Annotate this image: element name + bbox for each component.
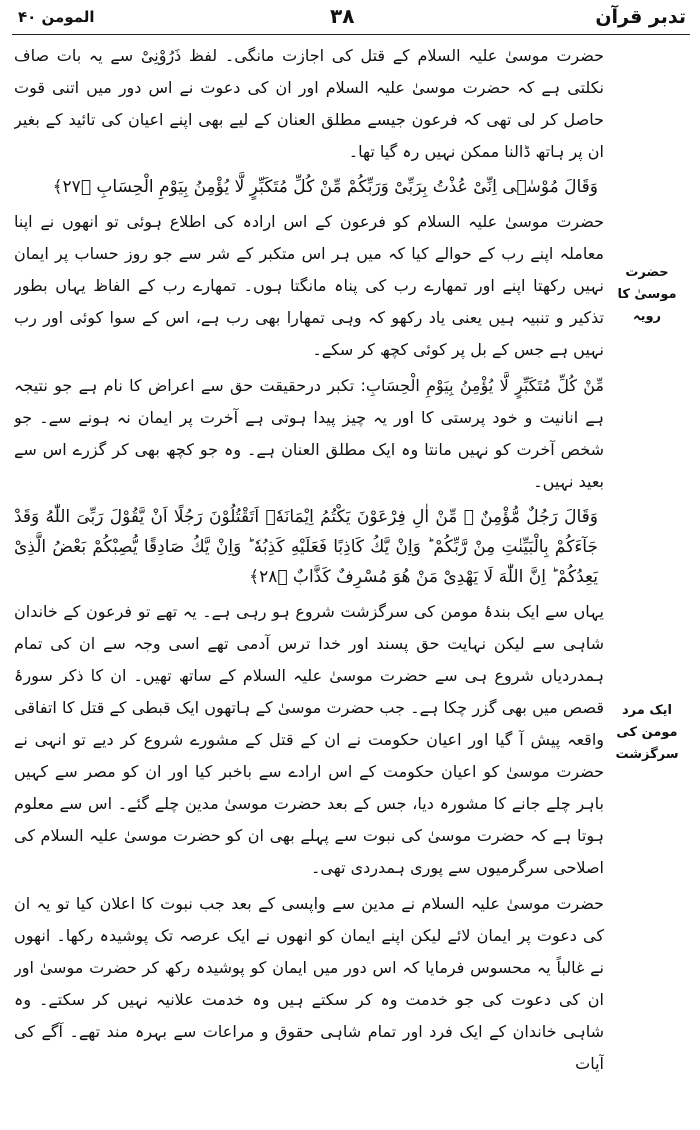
- page-number: ۳۸: [330, 4, 355, 28]
- margin-note-believer-story: ایک مرد مومن کی سرگزشت: [615, 703, 679, 762]
- commentary-paragraph: مِّنْ كُلِّ مُتَكَبِّرٍ لَّا یُؤْمِنُ بِیَوْمِ الْحِسَابِ: تکبر درحقیقت حق سے اعراض کا نام ہے جو نتیجہ ہے انانیت و خود پرستی کا اور یہ چیز پیدا ہوتی ہے آخرت پر ایمان نہ ہونے سے۔ جو شخص آخرت کو نہیں مانتا وہ ایک مطلق العنان ہے۔ وہ جو کچھ بھی کر گزرے اس سے بعید نہیں۔: [14, 376, 604, 491]
- commentary-paragraph: حضرت موسیٰ علیہ السلام نے مدین سے واپسی کے بعد جب نبوت کا اعلان کیا تو یہ ان کی دعوت پر ایمان لائے لیکن اپنے ایمان کو انھوں نے ایک عرصہ تک پوشیدہ رکھا۔ انھوں نے غالباً یہ محسوس فرمایا کہ اس دور میں ایمان کو پوشیدہ رکھ کر حضرت موسیٰ اور ان کی دعوت کی جو خدمت وہ کر سکتے ہیں وہ خدمت علانیہ نہیں کر سکتے۔ وہ شاہی خاندان کے ایک فرد اور تمام شاہی حقوق و مراعات سے بہرہ مند تھے۔ آگے کی آیات: [14, 894, 604, 1073]
- page-body: [14, 40, 604, 1128]
- header-rule: [12, 34, 690, 35]
- commentary-paragraph: حضرت موسیٰ علیہ السلام کو فرعون کے اس ارادہ کی اطلاع ہوئی تو انھوں نے اپنا معاملہ اپنے رب کے حوالے کیا کہ میں ہر اس متکبر کے شر سے جو روز حساب پر ایمان نہیں رکھتا اپنے اور تمھارے رب کی پناہ مانگتا ہوں۔ تمھارے رب کے الفاظ یہاں بطور تذکیر و تنبیہ ہیں یعنی یاد رکھو کہ وہی تمھارا بھی رب ہے، اس کے سوا کوئی اور رب نہیں ہے جس کے بل پر کوئی کچھ کر سکے۔: [14, 212, 604, 359]
- margin-note-moses-attitude: حضرت موسیٰ کا رویہ: [617, 265, 677, 324]
- book-title: تدبر قرآن: [595, 6, 686, 28]
- surah-reference: المومن ۴۰: [18, 8, 95, 26]
- quran-verse-28: وَقَالَ رَجُلٌ مُّؤْمِنٌ ۖ مِّنْ اٰلِ فِرْعَوْنَ یَكْتُمُ اِیْمَانَهٗۤ اَتَقْتُلُوْنَ رَجُلًا اَنْ یَّقُوْلَ رَبِّیَ اللّٰهُ وَقَدْ جَآءَكُمْ بِالْبَیِّنٰتِ مِنْ رَّبِّكُمْ ؕ وَاِنْ یَّكُ كَاذِبًا فَعَلَیْهِ كَذِبُهٗ ؕ وَاِنْ یَّكُ صَادِقًا یُّصِبْكُمْ بَعْضُ الَّذِیْ یَعِدُكُمْ ؕ اِنَّ اللّٰهَ لَا یَهْدِیْ مَنْ هُوَ مُسْرِفٌ كَذَّابٌ ﴿۲۸﴾: [14, 507, 598, 587]
- page-header: [0, 0, 700, 38]
- quran-verse-27: وَقَالَ مُوْسٰۤى اِنِّیْ عُذْتُ بِرَبِّیْ وَرَبِّكُمْ مِّنْ كُلِّ مُتَكَبِّرٍ لَّا یُؤْمِنُ بِیَوْمِ الْحِسَابِ ﴿۲۷﴾: [52, 177, 598, 197]
- commentary-paragraph: حضرت موسیٰ علیہ السلام کے قتل کی اجازت مانگی۔ لفظ ذَرُوْنِیْ سے یہ بات صاف نکلتی ہے کہ حضرت موسیٰ علیہ السلام اور ان کی دعوت نے اس دور میں اتنی قوت حاصل کر لی تھی کہ فرعون جیسے مطلق العنان کے لیے بھی اپنے اعیان کی تائید کے بغیر ان پر ہاتھ ڈالنا ممکن نہیں رہ گیا تھا۔: [14, 46, 604, 161]
- commentary-paragraph: یہاں سے ایک بندۂ مومن کی سرگزشت شروع ہو رہی ہے۔ یہ تھے تو فرعون کے خاندان شاہی سے لیکن نہایت حق پسند اور خدا ترس آدمی تھے اسی وجہ سے ان کی تمام ہمدردیاں شروع ہی سے حضرت موسیٰ علیہ السلام کے ساتھ تھیں۔ ان کا ذکر سورۂ قصص میں بھی گزر چکا ہے۔ جب حضرت موسیٰ کے ہاتھوں ایک قبطی کے قتل کا اتفاقی واقعہ پیش آ گیا اور اعیان حکومت نے ان کے قتل کے مشورے شروع کر دیے تو انہی نے حضرت موسیٰ کو اعیان حکومت کے اس ارادے سے باخبر کیا اور ان کو مصر سے کہیں باہر چلے جانے کا مشورہ دیا، جس کے بعد حضرت موسیٰ مدین چلے گئے۔ اس سے معلوم ہوتا ہے کہ حضرت موسیٰ کی نبوت سے پہلے بھی ان کو حضرت موسیٰ علیہ السلام کی اصلاحی سرگرمیوں سے پوری ہمدردی تھی۔: [14, 602, 604, 877]
